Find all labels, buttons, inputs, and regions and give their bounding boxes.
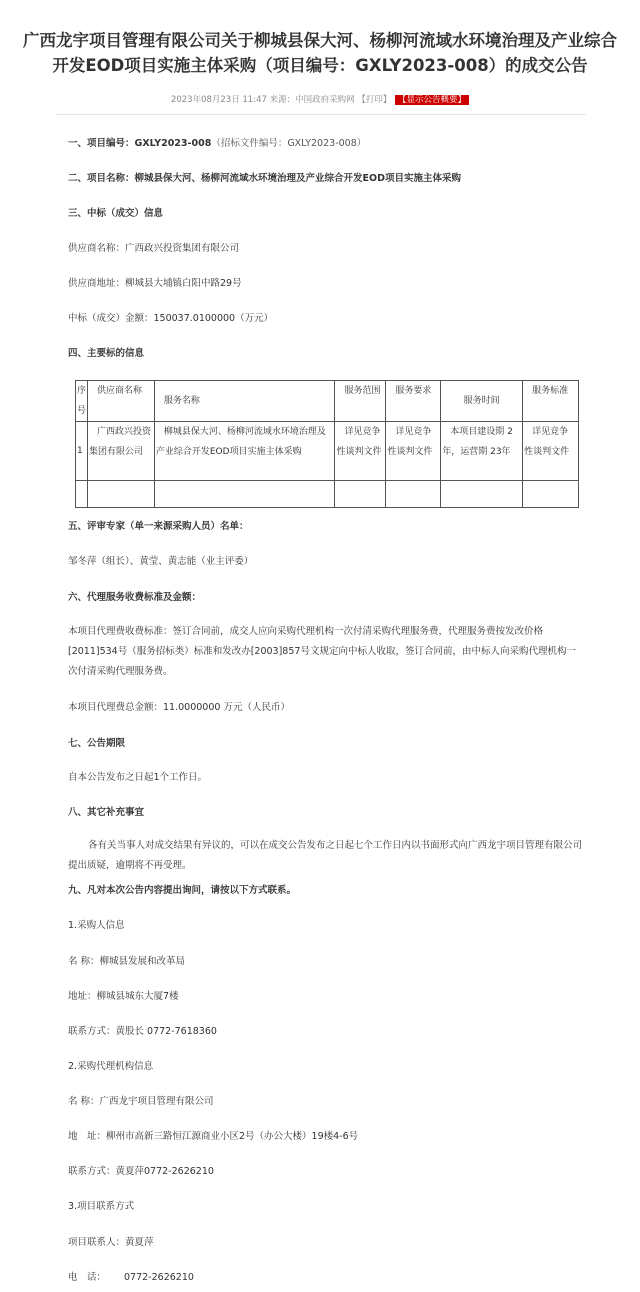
experts-list: 邹冬萍（组长）、黄莹、黄志能（业主评委） [68,556,254,567]
project-phone-value: 0772-2626210 [124,1272,194,1283]
award-amount: 中标（成交）金额：150037.0100000（万元） [68,313,274,324]
header-service: 服务名称 [154,381,335,422]
agency-fee-total: 本项目代理费总金额：11.0000000 万元（人民币） [68,702,290,713]
table-empty-row [76,481,579,508]
cell-scope: 详见竞争性谈判文件 [335,422,386,481]
supplier-name: 供应商名称：广西政兴投资集团有限公司 [68,243,240,254]
cell-no: 1 [76,422,88,481]
agency-fee-text: 本项目代理费收费标准：签订合同前，成交人应向采购代理机构一次付清采购代理服务费，代理服务费按发改价格[2011]534号（服务招标类）标准和发改办[2003]857号文规定向中标人收取，签订合同前，由中标人向采购代理机构一次付清采购代理服务费。 [68,626,576,677]
print-link[interactable]: 【打印】 [357,95,392,105]
section-project-number [68,137,366,151]
divider [56,114,586,115]
header-time: 服务时间 [441,381,523,422]
meta-bar [0,93,640,105]
tender-file-number: （招标文件编号：GXLY2023-008） [211,138,367,149]
project-number-value: GXLY2023-008 [134,138,212,149]
page-title [0,28,640,78]
header-no: 序号 [76,381,88,422]
project-contact-heading: 3.项目联系方式 [68,1201,135,1212]
cell-time: 本项目建设期 2年，运营期 23年 [441,422,523,481]
header-std: 服务标准 [523,381,579,422]
header-req: 服务要求 [386,381,441,422]
section-supplement-heading: 八、其它补充事宜 [68,807,145,818]
section-award-heading: 三、中标（成交）信息 [68,208,164,219]
cell-service: 柳城县保大河、杨柳河流域水环境治理及产业综合开发EOD项目实施主体采购 [154,422,335,481]
section-experts-heading: 五、评审专家（单一来源采购人员）名单： [68,521,249,532]
section-project-name [68,172,461,186]
cell-supplier: 广西政兴投资集团有限公司 [88,422,155,481]
agency-heading: 2.采购代理机构信息 [68,1061,154,1072]
publish-datetime: 2023年08月23日 11:47 [170,95,267,105]
table-row [76,422,579,481]
section-period-heading: 七、公告期限 [68,738,126,749]
buyer-contact: 联系方式：黄股长 0772-7618360 [68,1026,217,1037]
source-label: 来源：中国政府采购网 [269,95,355,105]
section-main-subject-heading: 四、主要标的信息 [68,348,145,359]
agency-contact: 联系方式：黄夏萍0772-2626210 [68,1166,214,1177]
project-name-label: 二、项目名称： [68,173,135,184]
project-name-value: 柳城县保大河、杨柳河流域水环境治理及产业综合开发EOD项目实施主体采购 [134,173,461,184]
main-subject-table [75,380,579,508]
project-contact-person: 项目联系人：黄夏萍 [68,1237,154,1248]
buyer-name: 名 称：柳城县发展和改革局 [68,956,186,967]
title-line-2: 开发EOD项目实施主体采购（项目编号：GXLY2023-008）的成交公告 [52,56,588,75]
agency-address: 地 址：柳州市高新三路恒江源商业小区2号（办公大楼）19楼4-6号 [68,1131,359,1142]
show-summary-button[interactable]: 【显示公告概要】 [395,95,469,105]
title-line-1: 广西龙宇项目管理有限公司关于柳城县保大河、杨柳河流域水环境治理及产业综合 [23,31,617,50]
header-scope: 服务范围 [335,381,386,422]
project-number-label: 一、项目编号： [68,138,135,149]
section-agency-fee-heading: 六、代理服务收费标准及金额： [68,592,202,603]
table-header-row [76,381,579,422]
agency-name: 名 称：广西龙宇项目管理有限公司 [68,1096,214,1107]
buyer-heading: 1.采购人信息 [68,920,125,931]
cell-req: 详见竞争性谈判文件 [386,422,441,481]
buyer-address: 地址：柳城县城东大厦7楼 [68,991,179,1002]
period-value: 自本公告发布之日起1个工作日。 [68,772,208,783]
section-contact-heading: 九、凡对本次公告内容提出询问，请按以下方式联系。 [68,885,297,896]
header-supplier: 供应商名称 [88,381,155,422]
project-phone-label: 电 话： [68,1272,107,1283]
cell-std: 详见竞争性谈判文件 [523,422,579,481]
supplier-address: 供应商地址：柳城县大埔镇白阳中路29号 [68,278,242,289]
project-phone [68,1271,194,1285]
supplement-text: 各有关当事人对成交结果有异议的，可以在成交公告发布之日起七个工作日内以书面形式向广西龙宇项目管理有限公司提出质疑，逾期将不再受理。 [68,840,583,871]
